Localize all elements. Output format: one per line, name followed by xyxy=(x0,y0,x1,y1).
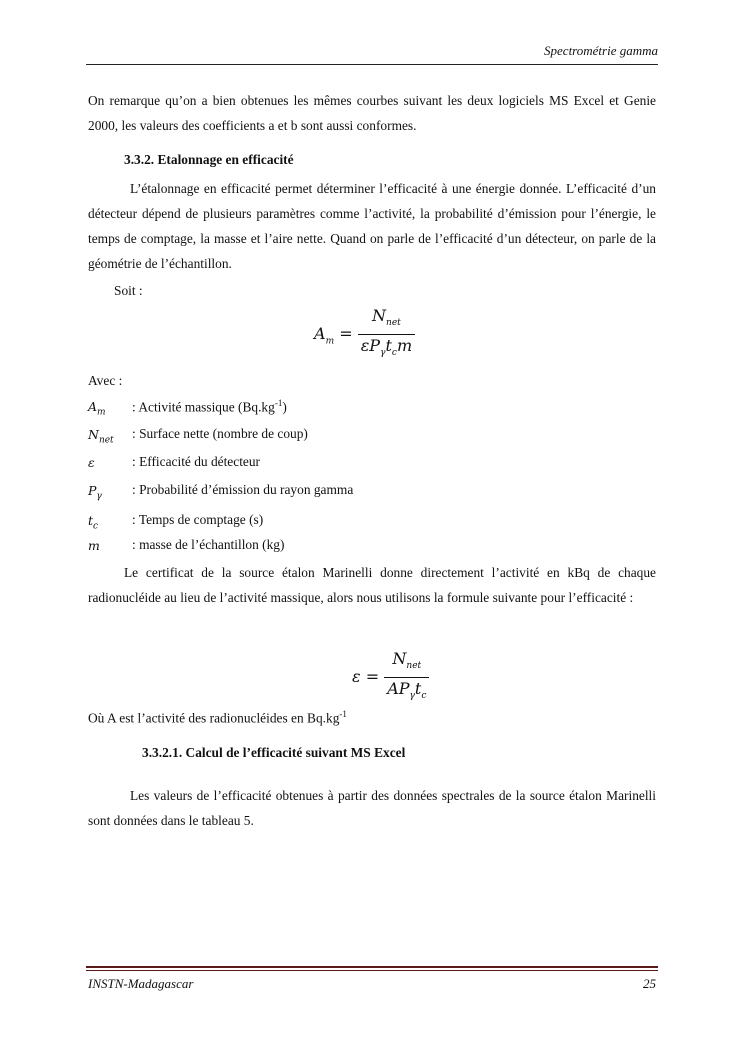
def-symbol: $t_c$ xyxy=(88,513,99,532)
eq2-num: N xyxy=(392,649,407,668)
activity-note: Où A est l’activité des radionucléides en $Bq.kg^{-1}$ xyxy=(88,709,347,726)
def-text: : masse de l’échantillon (kg) xyxy=(132,537,285,552)
def-text: : Probabilité d’émission du rayon gamma xyxy=(132,482,354,497)
subsection-heading: 3.3.2.1. Calcul de l’efficacité suivant MS Excel xyxy=(142,745,406,760)
def-text: : Temps de comptage (s) xyxy=(132,512,264,527)
eq1-den-a-sub: γ xyxy=(380,348,386,359)
eq2-den-a: AP xyxy=(387,679,410,699)
eq1-num: N xyxy=(372,306,387,325)
def-symbol: $N_{net}$ xyxy=(88,427,114,446)
def-text: : Efficacité du détecteur xyxy=(132,454,261,469)
eq1-den-b: t xyxy=(385,336,392,356)
soit-label: Soit : xyxy=(114,283,143,298)
avec-label: Avec : xyxy=(88,373,123,388)
certificate-paragraph: Le certificat de la source étalon Marinelli donne directement l’activité en kBq de chaque radionucléide au lieu de l’activité massique, alors nous utilisons la formule suivante pour l’efficacité : xyxy=(88,565,656,605)
running-header: Spectrométrie gamma xyxy=(544,43,658,58)
footer-rule xyxy=(86,966,658,968)
eq1-den-a: εP xyxy=(360,336,381,356)
header-rule xyxy=(86,64,658,65)
equation-efficiency: ε = $\frac{N_{net}}{AP_\gamma t_c}$ xyxy=(352,648,429,707)
eq2-num-sub: net xyxy=(406,661,422,672)
def-symbol: ε xyxy=(88,455,95,470)
footer-institution: INSTN-Madagascar xyxy=(88,976,194,991)
eq2-fraction xyxy=(384,648,429,707)
eq1-fraction xyxy=(358,305,415,364)
section-paragraph: L’étalonnage en efficacité permet déterminer l’efficacité à une énergie donnée. L’efficacité d’un détecteur dépend de plusieurs paramètres comme l’activité, la probabilité d’émission pour l’énergie, le temps de comptage, la masse et l’aire nette. Quand on parle de l’efficacité d’un détecteur, on parle de la géométrie de l’échantillon. xyxy=(88,181,656,271)
eq1-den-b-sub: c xyxy=(391,348,397,359)
eq2-den-a-sub: γ xyxy=(409,691,415,702)
section-heading: 3.3.2. Etalonnage en efficacité xyxy=(124,152,294,167)
intro-paragraph: On remarque qu’on a bien obtenues les mêmes courbes suivant les deux logiciels MS Excel et Genie 2000, les valeurs des coefficients a et b sont aussi conformes. xyxy=(88,93,656,133)
def-symbol: $P_\gamma$ xyxy=(88,483,102,502)
footer-rule-thin xyxy=(86,970,658,971)
def-text: : Activité massique $(Bq.kg^{-1})$ xyxy=(132,398,287,415)
eq2-lhs: ε xyxy=(352,667,361,687)
eq1-den-c: m xyxy=(396,336,413,356)
equation-activity: $A_m$ = $\frac{N_{net}}{\varepsilon P_\gamma t_cm}$ xyxy=(314,305,415,364)
subsection-paragraph: Les valeurs de l’efficacité obtenues à partir des données spectrales de la source étalon Marinelli sont données dans le tableau 5. xyxy=(88,788,656,828)
eq2-den-b: t xyxy=(414,679,422,699)
def-text: : Surface nette (nombre de coup) xyxy=(132,426,308,441)
page-number: 25 xyxy=(643,976,656,991)
def-symbol: $A_m$ xyxy=(88,399,106,418)
eq1-lhs: A xyxy=(314,324,326,344)
eq2-den-b-sub: c xyxy=(421,691,427,702)
eq1-num-sub: net xyxy=(386,318,401,329)
eq1-lhs-sub: m xyxy=(325,336,335,347)
def-symbol: m xyxy=(88,538,100,553)
